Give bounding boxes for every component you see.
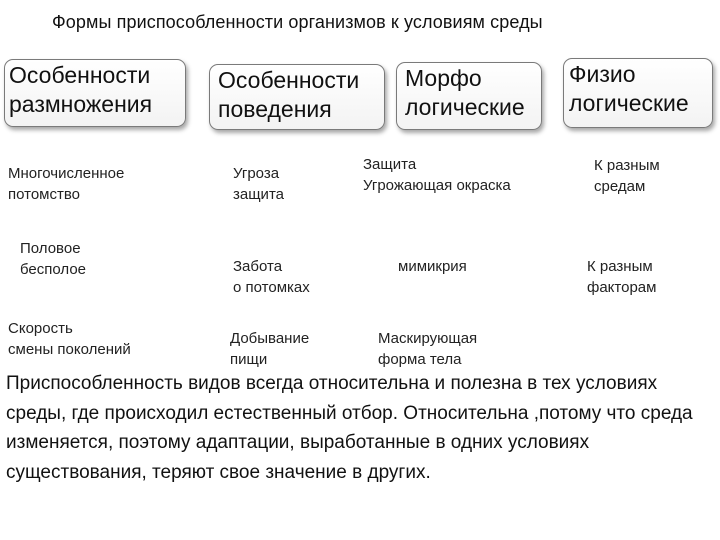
behavior-item: Забота о потомках bbox=[233, 258, 310, 296]
morphological-item: Маскирующая форма тела bbox=[378, 330, 478, 368]
behavior-item: Добывание пищи bbox=[230, 330, 310, 368]
header-box-morphological: Морфо логические bbox=[396, 62, 542, 130]
reproduction-item: Многочисленное потомство bbox=[8, 165, 125, 203]
page-title: Формы приспособленности организмов к условиям среды bbox=[52, 12, 543, 32]
behavior-item: Угроза защита bbox=[233, 165, 284, 203]
header-box-reproduction: Особенности размножения bbox=[4, 59, 186, 127]
reproduction-item: Скорость смены поколений bbox=[8, 320, 131, 358]
header-box-physiological: Физио логические bbox=[563, 58, 713, 128]
header-box-behavior: Особенности поведения bbox=[209, 64, 385, 130]
morphological-item: Защита Угрожающая окраска bbox=[363, 156, 511, 194]
physiological-item: К разным средам bbox=[594, 157, 660, 195]
physiological-item: К разным факторам bbox=[587, 258, 657, 296]
reproduction-item: Половое бесполое bbox=[20, 240, 87, 278]
summary-paragraph: Приспособленность видов всегда относительна и полезна в тех условиях среды, где происходил естественный отбор. Относительна ,потому что среда изменяется, поэтому адаптации, выработанные в одних условиях существования, теряют свое значение в других. bbox=[6, 373, 693, 483]
morphological-item: мимикрия bbox=[398, 258, 467, 275]
